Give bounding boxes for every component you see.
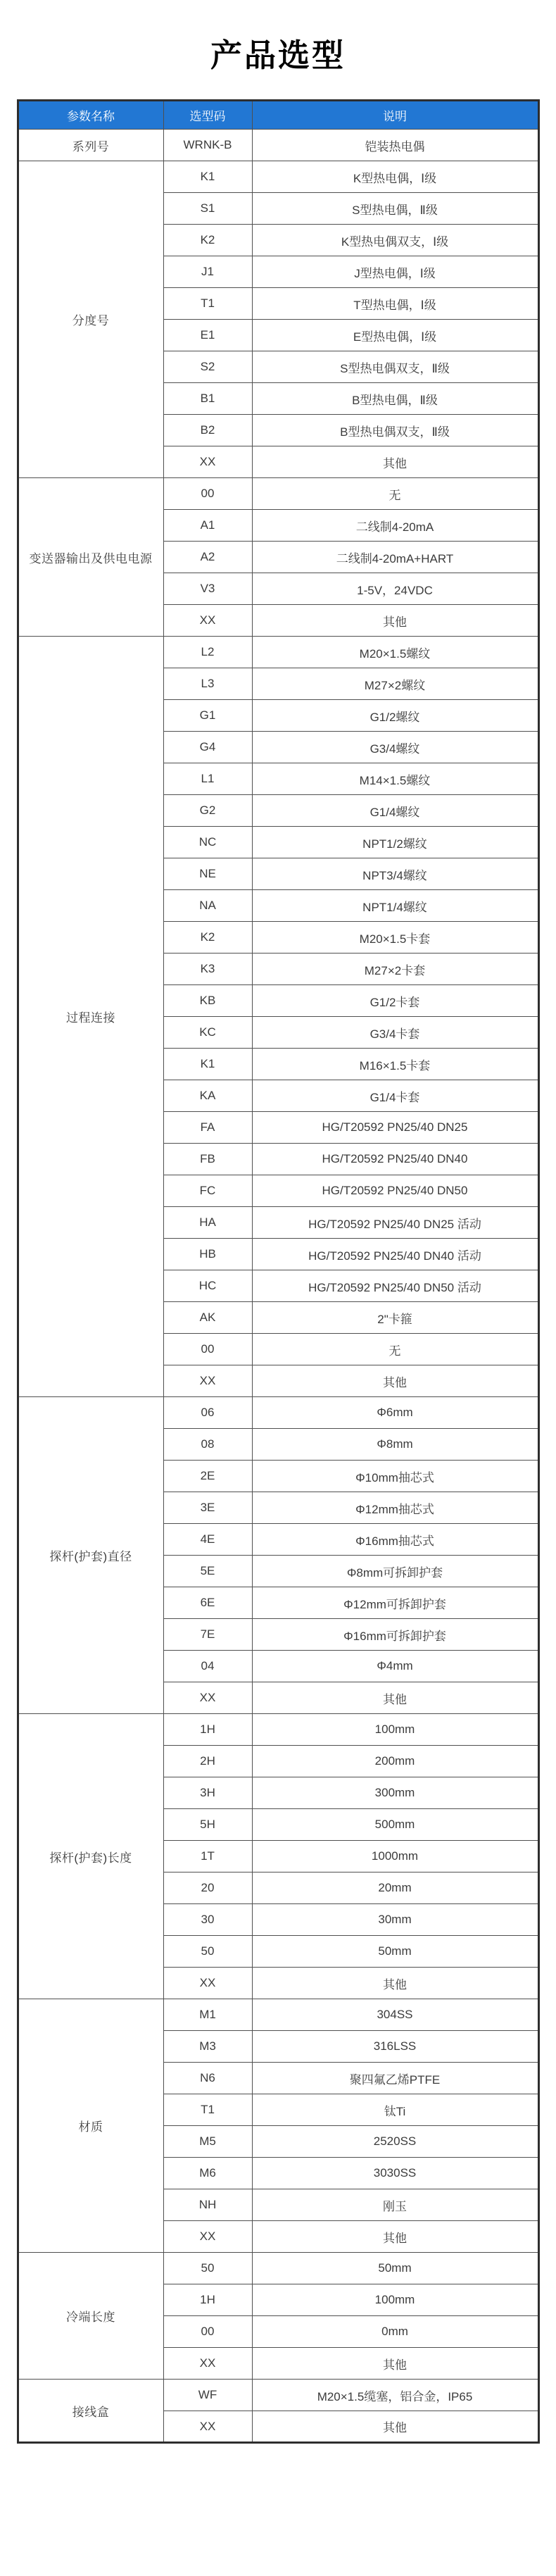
description-cell: T型热电偶，Ⅰ级: [252, 288, 538, 320]
selection-code-cell: 6E: [163, 1587, 252, 1619]
table-row: [18, 130, 538, 161]
description-cell: M14×1.5螺纹: [252, 763, 538, 795]
selection-code-cell: HC: [163, 1270, 252, 1302]
description-cell: S型热电偶双支，Ⅱ级: [252, 351, 538, 383]
description-cell: Φ12mm可拆卸护套: [252, 1587, 538, 1619]
selection-code-cell: E1: [163, 320, 252, 351]
selection-code-cell: M3: [163, 2031, 252, 2063]
description-cell: NPT1/4螺纹: [252, 890, 538, 922]
selection-code-cell: S2: [163, 351, 252, 383]
description-cell: 其他: [252, 605, 538, 637]
selection-code-cell: L2: [163, 637, 252, 668]
description-cell: 0mm: [252, 2316, 538, 2348]
selection-code-cell: XX: [163, 1682, 252, 1714]
selection-code-cell: 50: [163, 2253, 252, 2284]
selection-code-cell: XX: [163, 2221, 252, 2253]
selection-code-cell: 1T: [163, 1841, 252, 1872]
table-row: [18, 1999, 538, 2031]
description-cell: HG/T20592 PN25/40 DN40: [252, 1144, 538, 1175]
selection-code-cell: 50: [163, 1936, 252, 1968]
description-cell: 聚四氟乙烯PTFE: [252, 2063, 538, 2094]
description-cell: 其他: [252, 446, 538, 478]
selection-code-cell: 2H: [163, 1746, 252, 1777]
description-cell: 1-5V，24VDC: [252, 573, 538, 605]
description-cell: 二线制4-20mA+HART: [252, 542, 538, 573]
selection-code-cell: NH: [163, 2189, 252, 2221]
description-cell: M20×1.5螺纹: [252, 637, 538, 668]
col-header-description: 说明: [252, 101, 538, 130]
description-cell: 其他: [252, 1968, 538, 1999]
description-cell: M20×1.5卡套: [252, 922, 538, 954]
selection-code-cell: XX: [163, 1968, 252, 1999]
selection-code-cell: T1: [163, 288, 252, 320]
parameter-name-cell: 接线盒: [18, 2380, 163, 2443]
selection-code-cell: 00: [163, 1334, 252, 1365]
selection-code-cell: 1H: [163, 2284, 252, 2316]
description-cell: 20mm: [252, 1872, 538, 1904]
selection-code-cell: 5H: [163, 1809, 252, 1841]
description-cell: Φ16mm可拆卸护套: [252, 1619, 538, 1651]
selection-code-cell: M5: [163, 2126, 252, 2158]
selection-code-cell: K2: [163, 922, 252, 954]
description-cell: HG/T20592 PN25/40 DN25: [252, 1112, 538, 1144]
selection-code-cell: 04: [163, 1651, 252, 1682]
selection-code-cell: NA: [163, 890, 252, 922]
description-cell: B型热电偶双支，Ⅱ级: [252, 415, 538, 446]
selection-code-cell: KC: [163, 1017, 252, 1049]
description-cell: G1/4卡套: [252, 1080, 538, 1112]
description-cell: 300mm: [252, 1777, 538, 1809]
selection-code-cell: FB: [163, 1144, 252, 1175]
selection-code-cell: K3: [163, 954, 252, 985]
selection-code-cell: HA: [163, 1207, 252, 1239]
selection-code-cell: 3E: [163, 1492, 252, 1524]
description-cell: G3/4卡套: [252, 1017, 538, 1049]
description-cell: 2"卡箍: [252, 1302, 538, 1334]
description-cell: J型热电偶，Ⅰ级: [252, 256, 538, 288]
description-cell: M20×1.5缆塞，铝合金，IP65: [252, 2380, 538, 2411]
col-header-selection-code: 选型码: [163, 101, 252, 130]
table-body: [18, 130, 538, 2443]
description-cell: 304SS: [252, 1999, 538, 2031]
description-cell: G3/4螺纹: [252, 732, 538, 763]
description-cell: 其他: [252, 1365, 538, 1397]
selection-code-cell: NE: [163, 858, 252, 890]
parameter-name-cell: 材质: [18, 1999, 163, 2253]
selection-code-cell: XX: [163, 2411, 252, 2443]
description-cell: Φ12mm抽芯式: [252, 1492, 538, 1524]
selection-code-cell: 30: [163, 1904, 252, 1936]
description-cell: Φ16mm抽芯式: [252, 1524, 538, 1556]
description-cell: 无: [252, 478, 538, 510]
selection-code-cell: WF: [163, 2380, 252, 2411]
selection-code-cell: XX: [163, 2348, 252, 2380]
description-cell: 3030SS: [252, 2158, 538, 2189]
selection-code-cell: M1: [163, 1999, 252, 2031]
selection-code-cell: NC: [163, 827, 252, 858]
selection-code-cell: AK: [163, 1302, 252, 1334]
selection-code-cell: 5E: [163, 1556, 252, 1587]
selection-code-cell: KA: [163, 1080, 252, 1112]
description-cell: HG/T20592 PN25/40 DN50 活动: [252, 1270, 538, 1302]
selection-code-cell: 00: [163, 2316, 252, 2348]
parameter-name-cell: 变送器输出及供电电源: [18, 478, 163, 637]
description-cell: 500mm: [252, 1809, 538, 1841]
selection-code-cell: 3H: [163, 1777, 252, 1809]
table-row: [18, 2380, 538, 2411]
page-title: 产品选型: [210, 37, 346, 73]
description-cell: G1/2卡套: [252, 985, 538, 1017]
selection-code-cell: G2: [163, 795, 252, 827]
description-cell: G1/4螺纹: [252, 795, 538, 827]
table-row: [18, 2253, 538, 2284]
description-cell: Φ4mm: [252, 1651, 538, 1682]
selection-code-cell: XX: [163, 605, 252, 637]
description-cell: 50mm: [252, 1936, 538, 1968]
selection-code-cell: 4E: [163, 1524, 252, 1556]
selection-code-cell: FC: [163, 1175, 252, 1207]
description-cell: Φ8mm可拆卸护套: [252, 1556, 538, 1587]
description-cell: 其他: [252, 1682, 538, 1714]
table-row: [18, 1714, 538, 1746]
selection-code-cell: WRNK-B: [163, 130, 252, 161]
description-cell: 铠装热电偶: [252, 130, 538, 161]
description-cell: Φ10mm抽芯式: [252, 1461, 538, 1492]
selection-code-cell: V3: [163, 573, 252, 605]
parameter-name-cell: 冷端长度: [18, 2253, 163, 2380]
description-cell: 316LSS: [252, 2031, 538, 2063]
parameter-name-cell: 过程连接: [18, 637, 163, 1397]
selection-code-cell: T1: [163, 2094, 252, 2126]
table-header: [18, 101, 538, 130]
table-row: [18, 161, 538, 193]
col-header-parameter-name: 参数名称: [18, 101, 163, 130]
selection-code-cell: A1: [163, 510, 252, 542]
selection-code-cell: K2: [163, 225, 252, 256]
table-row: [18, 637, 538, 668]
description-cell: 二线制4-20mA: [252, 510, 538, 542]
description-cell: NPT3/4螺纹: [252, 858, 538, 890]
selection-code-cell: XX: [163, 1365, 252, 1397]
description-cell: 200mm: [252, 1746, 538, 1777]
header-row: [18, 101, 538, 130]
description-cell: S型热电偶，Ⅱ级: [252, 193, 538, 225]
selection-code-cell: 1H: [163, 1714, 252, 1746]
description-cell: K型热电偶，Ⅰ级: [252, 161, 538, 193]
selection-code-cell: K1: [163, 1049, 252, 1080]
selection-code-cell: KB: [163, 985, 252, 1017]
selection-code-cell: B1: [163, 383, 252, 415]
table-row: [18, 478, 538, 510]
parameter-name-cell: 探杆(护套)直径: [18, 1397, 163, 1714]
selection-code-cell: 08: [163, 1429, 252, 1461]
selection-code-cell: 06: [163, 1397, 252, 1429]
parameter-name-cell: 探杆(护套)长度: [18, 1714, 163, 1999]
selection-code-cell: 7E: [163, 1619, 252, 1651]
description-cell: 其他: [252, 2411, 538, 2443]
product-selection-table: [17, 99, 540, 2444]
description-cell: 无: [252, 1334, 538, 1365]
description-cell: E型热电偶，Ⅰ级: [252, 320, 538, 351]
description-cell: 30mm: [252, 1904, 538, 1936]
selection-code-cell: XX: [163, 446, 252, 478]
description-cell: 其他: [252, 2348, 538, 2380]
selection-code-cell: S1: [163, 193, 252, 225]
description-cell: 100mm: [252, 1714, 538, 1746]
selection-code-cell: 2E: [163, 1461, 252, 1492]
description-cell: 其他: [252, 2221, 538, 2253]
selection-code-cell: N6: [163, 2063, 252, 2094]
description-cell: 刚玉: [252, 2189, 538, 2221]
description-cell: HG/T20592 PN25/40 DN40 活动: [252, 1239, 538, 1270]
table-row: [18, 1397, 538, 1429]
description-cell: 2520SS: [252, 2126, 538, 2158]
selection-code-cell: M6: [163, 2158, 252, 2189]
selection-code-cell: HB: [163, 1239, 252, 1270]
selection-code-cell: FA: [163, 1112, 252, 1144]
description-cell: NPT1/2螺纹: [252, 827, 538, 858]
description-cell: Φ6mm: [252, 1397, 538, 1429]
description-cell: G1/2螺纹: [252, 700, 538, 732]
selection-code-cell: A2: [163, 542, 252, 573]
selection-code-cell: G4: [163, 732, 252, 763]
description-cell: 1000mm: [252, 1841, 538, 1872]
parameter-name-cell: 分度号: [18, 161, 163, 478]
description-cell: M27×2卡套: [252, 954, 538, 985]
selection-code-cell: J1: [163, 256, 252, 288]
description-cell: B型热电偶，Ⅱ级: [252, 383, 538, 415]
description-cell: M27×2螺纹: [252, 668, 538, 700]
description-cell: Φ8mm: [252, 1429, 538, 1461]
description-cell: HG/T20592 PN25/40 DN25 活动: [252, 1207, 538, 1239]
description-cell: 100mm: [252, 2284, 538, 2316]
description-cell: HG/T20592 PN25/40 DN50: [252, 1175, 538, 1207]
selection-code-cell: 20: [163, 1872, 252, 1904]
description-cell: 50mm: [252, 2253, 538, 2284]
selection-code-cell: 00: [163, 478, 252, 510]
selection-code-cell: B2: [163, 415, 252, 446]
parameter-name-cell: 系列号: [18, 130, 163, 161]
selection-code-cell: L1: [163, 763, 252, 795]
selection-code-cell: K1: [163, 161, 252, 193]
selection-code-cell: G1: [163, 700, 252, 732]
description-cell: 钛Ti: [252, 2094, 538, 2126]
description-cell: K型热电偶双支，Ⅰ级: [252, 225, 538, 256]
selection-code-cell: L3: [163, 668, 252, 700]
description-cell: M16×1.5卡套: [252, 1049, 538, 1080]
